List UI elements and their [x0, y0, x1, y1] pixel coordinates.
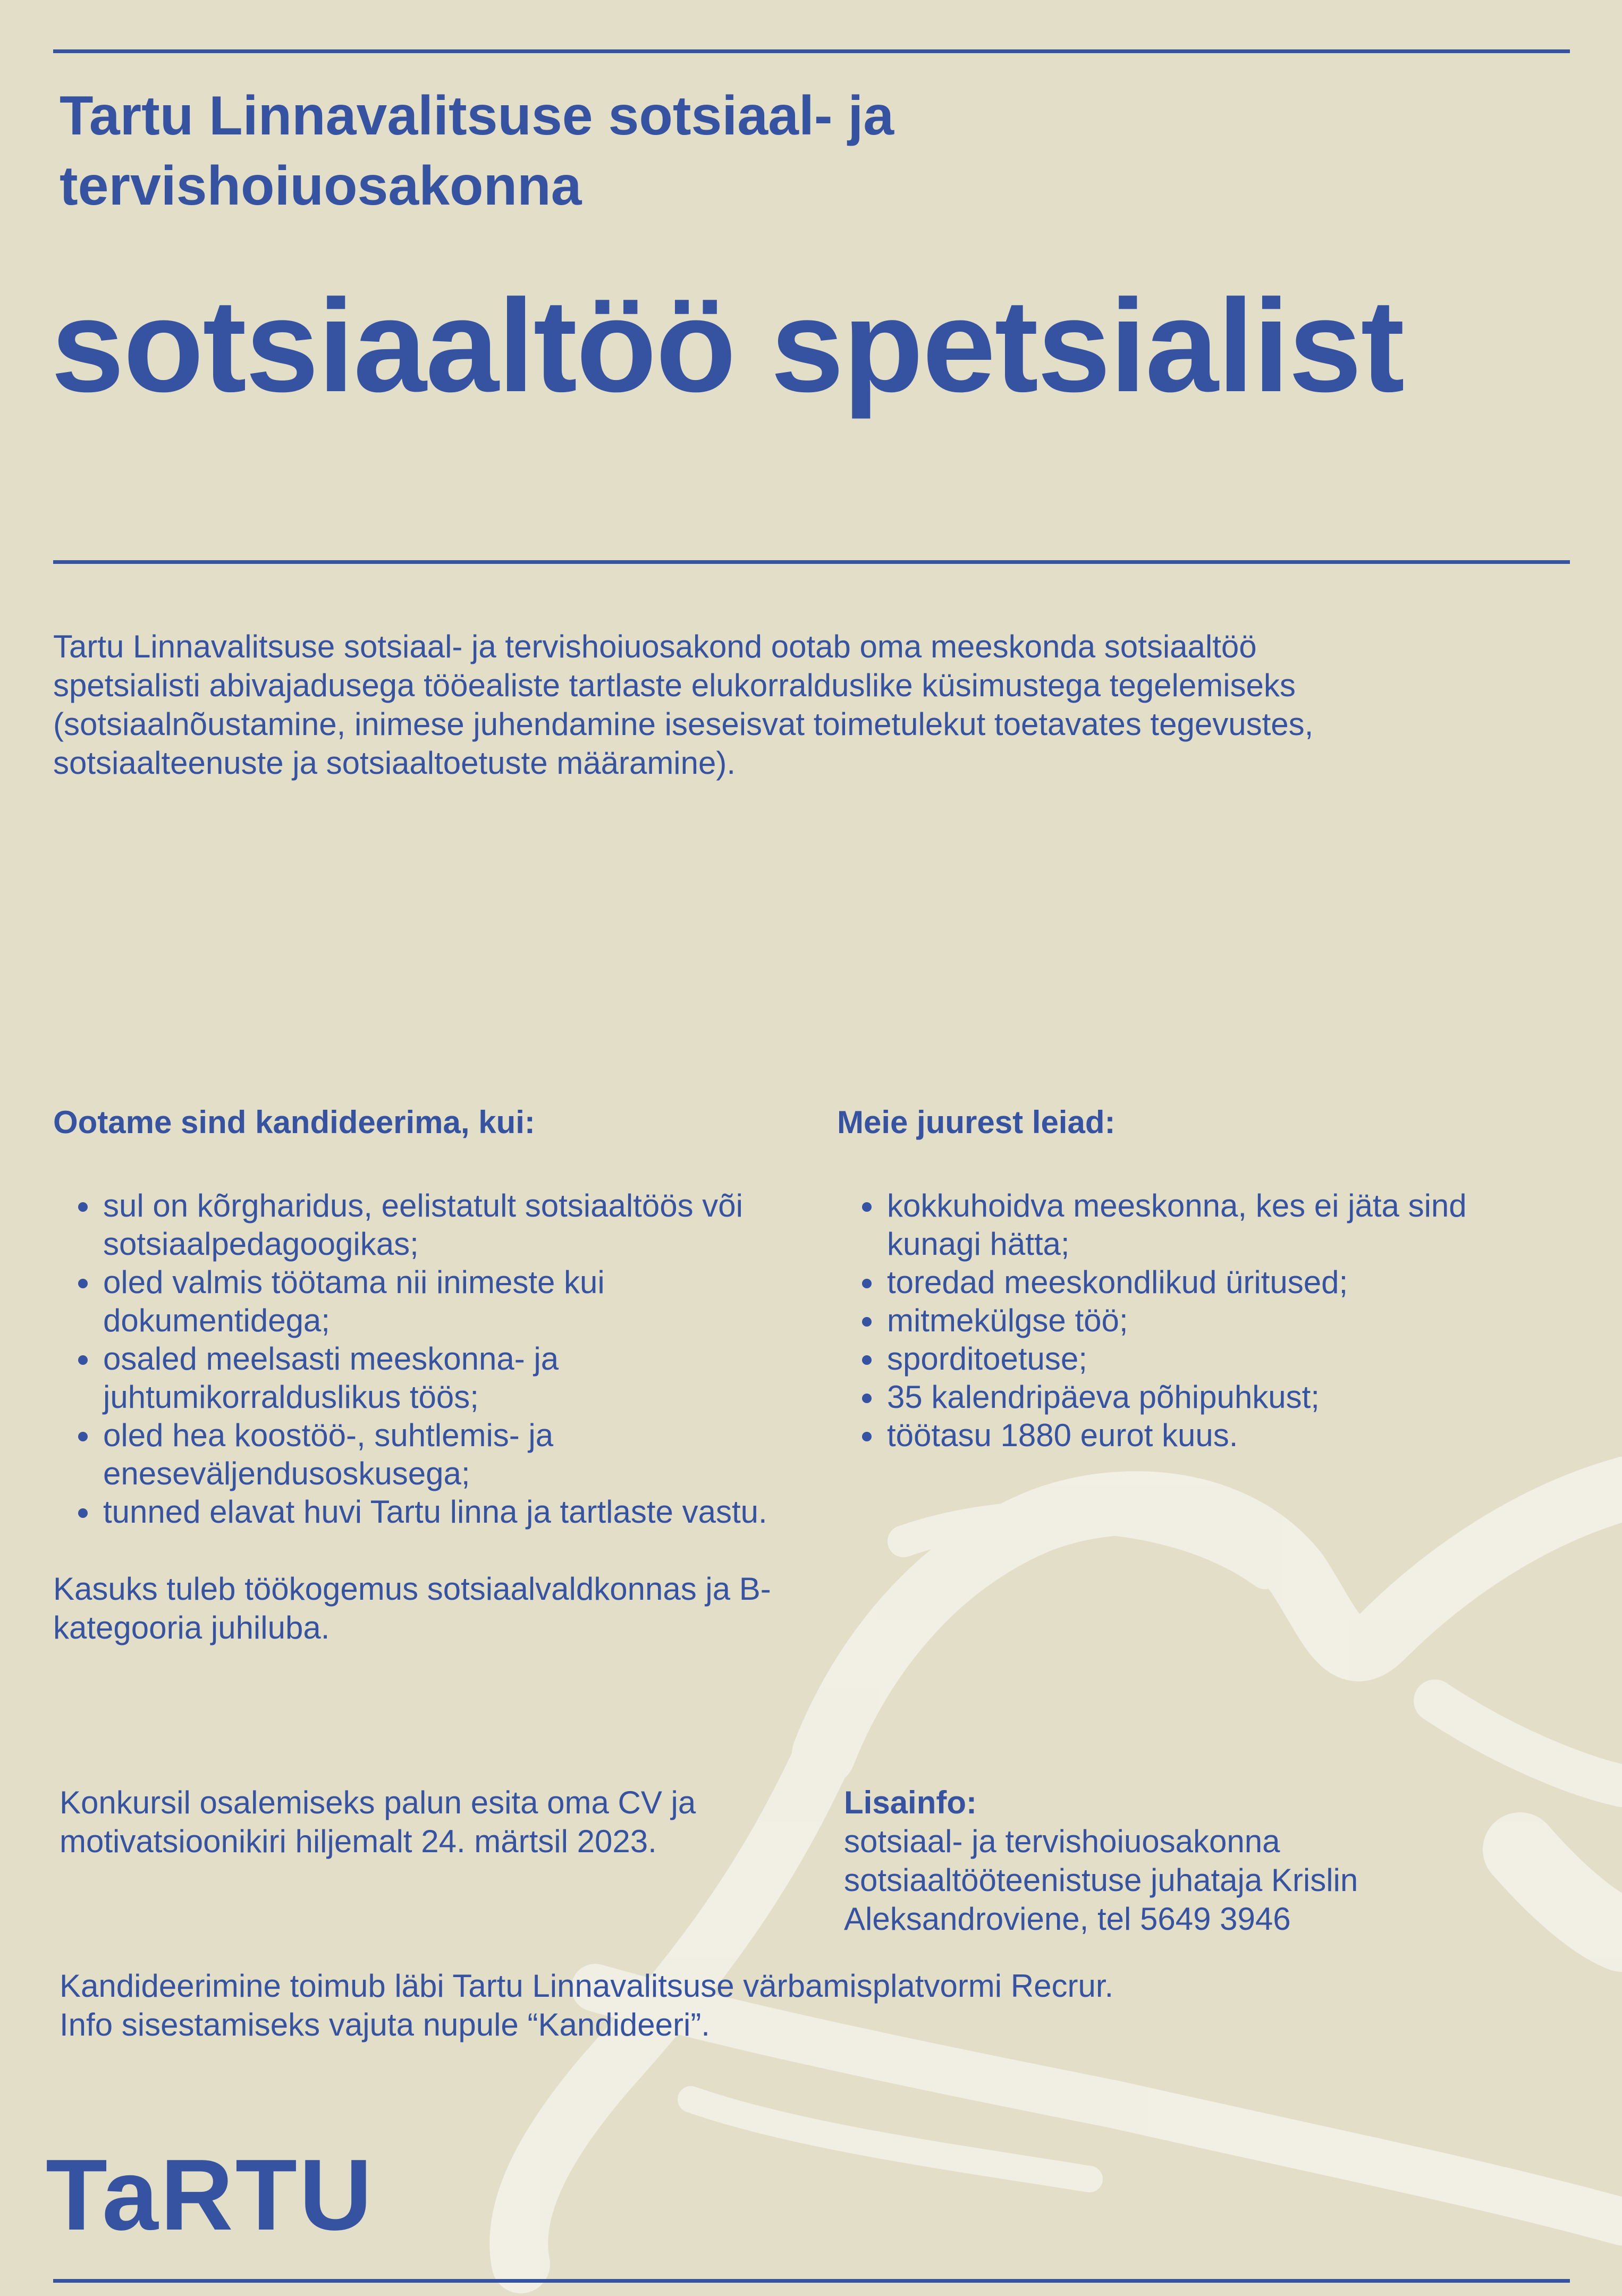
list-item: • oled valmis töötama nii inimeste kui dokumentidega;: [101, 1263, 813, 1340]
tartu-logo: TaRTU: [46, 2139, 375, 2251]
top-divider: [53, 49, 1570, 53]
intro-paragraph: Tartu Linnavalitsuse sotsiaal- ja tervishoiuosakond ootab oma meeskonda sotsiaaltöö spetsialisti abivajadusega tööealiste tartlaste elukorralduslike küsimustega tegelemiseks (sotsiaalnõustamine, inimese juhendamine iseseisvat toimetulekut toetavates tegevustes, sotsiaalteenuste ja sotsiaaltoetuste määramine).: [53, 629, 1314, 781]
benefits-section: [837, 1103, 1544, 1455]
list-item: • sporditoetuse;: [885, 1340, 1544, 1378]
advantage-text: Kasuks tuleb töökogemus sotsiaalvaldkonnas ja B-kategooria juhiluba.: [53, 1571, 771, 1645]
requirements-list: [53, 1187, 813, 1531]
job-title: sotsiaaltöö spetsialist: [51, 272, 1404, 419]
list-item: • 35 kalendripäeva põhipuhkust;: [885, 1378, 1544, 1416]
footer-note-line2: Info sisestamiseks vajuta nupule “Kandideeri”.: [60, 2007, 710, 2042]
header-divider: [53, 560, 1570, 564]
requirements-heading: Ootame sind kandideerima, kui:: [53, 1104, 535, 1140]
list-item: • töötasu 1880 eurot kuus.: [885, 1416, 1544, 1455]
benefits-heading: Meie juurest leiad:: [837, 1104, 1116, 1140]
benefits-list: [837, 1187, 1544, 1455]
list-item: • mitmekülgse töö;: [885, 1302, 1544, 1340]
footer-note: [60, 1966, 1388, 2044]
list-item: • tunned elavat huvi Tartu linna ja tartlaste vastu.: [101, 1493, 813, 1531]
list-item: • sul on kõrgharidus, eelistatult sotsiaaltöös või sotsiaalpedagoogikas;: [101, 1187, 813, 1263]
list-item: • osaled meelsasti meeskonna- ja juhtumikorralduslikus töös;: [101, 1340, 813, 1416]
contact-section: [844, 1783, 1514, 1938]
application-deadline-text: Konkursil osalemiseks palun esita oma CV ja motivatsioonikiri hiljemalt 24. märtsil 2023.: [60, 1785, 696, 1859]
requirements-section: [53, 1103, 813, 1647]
list-item: • oled hea koostöö-, suhtlemis- ja eneseväljendusoskusega;: [101, 1416, 813, 1493]
department-title: Tartu Linnavalitsuse sotsiaal- ja tervishoiuosakonna: [60, 85, 894, 217]
footer-note-line1: Kandideerimine toimub läbi Tartu Linnavalitsuse värbamisplatvormi Recrur.: [60, 1968, 1114, 2004]
list-item: • toredad meeskondlikud üritused;: [885, 1263, 1544, 1302]
contact-heading: Lisainfo:: [844, 1785, 977, 1820]
bottom-divider: [53, 2279, 1570, 2283]
contact-text: sotsiaal- ja tervishoiuosakonna sotsiaaltööteenistuse juhataja Krislin Aleksandroviene, tel 5649 3946: [844, 1824, 1358, 1937]
list-item: • kokkuhoidva meeskonna, kes ei jäta sind kunagi hätta;: [885, 1187, 1544, 1263]
